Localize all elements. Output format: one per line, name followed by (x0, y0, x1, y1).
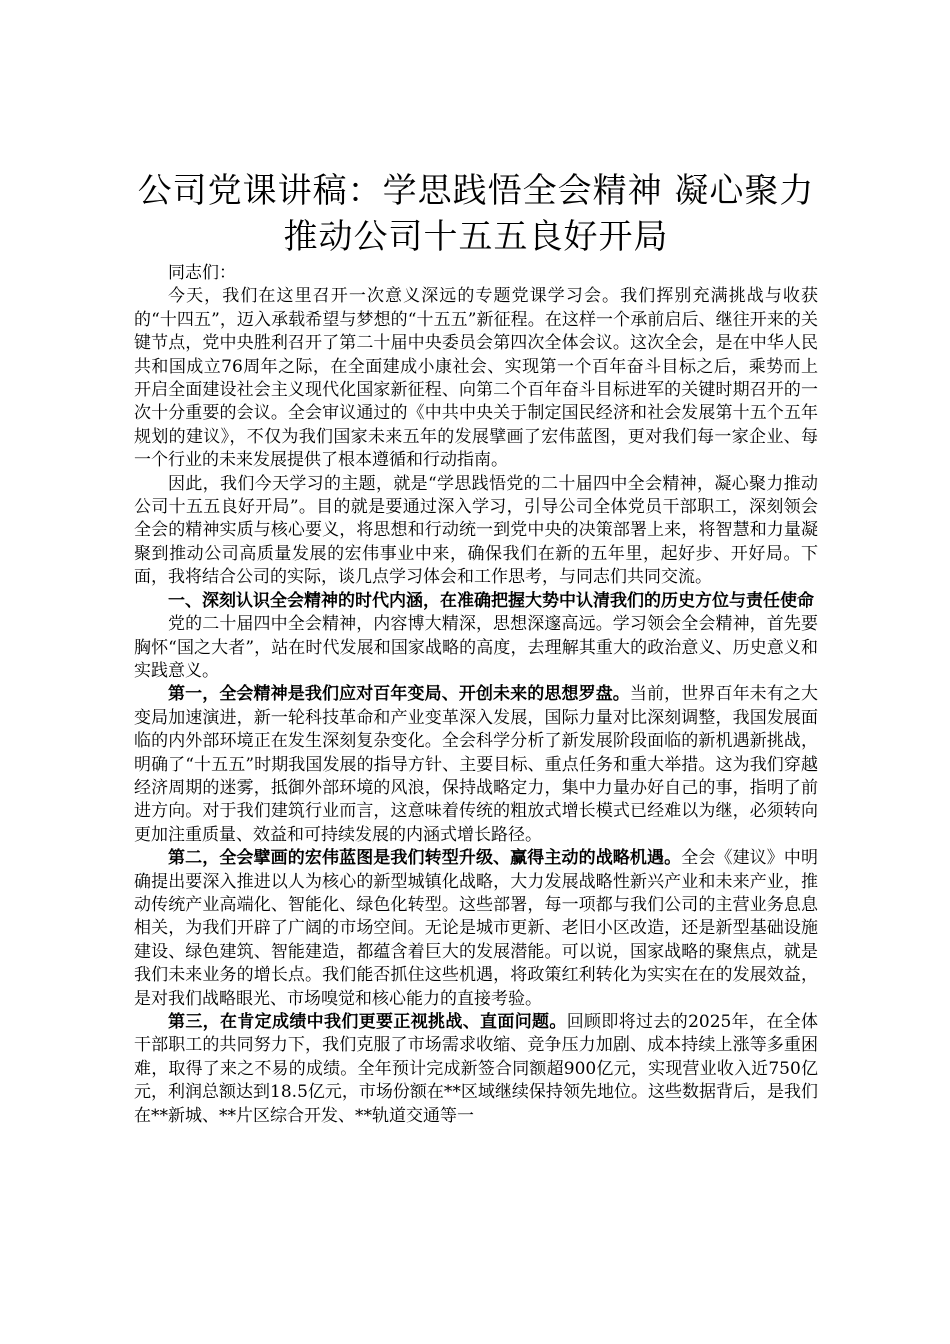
body-paragraph-1: 今天，我们在这里召开一次意义深远的专题党课学习会。我们挥别充满挑战与收获的“十四五”，迈入承载希望与梦想的“十五五”新征程。在这样一个承前启后、继往开来的关键节点，党中央胜利召开了第二十届中央委员会第四次全体会议。这次全会，是在中华人民共和国成立76周年之际，在全面建成小康社会、实现第一个百年奋斗目标之后，乘势而上开启全面建设社会主义现代化国家新征程、向第二个百年奋斗目标进军的关键时期召开的一次十分重要的会议。全会审议通过的《中共中央关于制定国民经济和社会发展第十五个五年规划的建议》，不仅为我们国家未来五年的发展擘画了宏伟蓝图，更对我们每一家企业、每一个行业的未来发展提供了根本遵循和行动指南。 (134, 286, 818, 471)
point-body-1: 当前，世界百年未有之大变局加速演进，新一轮科技革命和产业变革深入发展，国际力量对比深刻调整，我国发展面临的内外部环境正在发生深刻复杂变化。全会科学分析了新发展阶段面临的新机遇新挑战，明确了“十五五”时期我国发展的指导方针、主要目标、重点任务和重大举措。这为我们穿越经济周期的迷雾，抵御外部环境的风浪，保持战略定力，集中力量办好自己的事，指明了前进方向。对于我们建筑行业而言，这意味着传统的粗放式增长模式已经难以为继，必须转向更加注重质量、效益和可持续发展的内涵式增长路径。 (134, 684, 819, 845)
title-line-2: 推动公司十五五良好开局 (283, 217, 669, 257)
document-title (134, 168, 818, 262)
point-lead-1: 第一，全会精神是我们应对百年变局、开创未来的思想罗盘。 (168, 684, 630, 705)
salutation: 同志们： (168, 263, 236, 283)
body-paragraph-3: 党的二十届四中全会精神，内容博大精深，思想深邃高远。学习领会全会精神，首先要胸怀“国之大者”，站在时代发展和国家战略的高度，去理解其重大的政治意义、历史意义和实践意义。 (134, 614, 818, 681)
point-lead-3: 第三，在肯定成绩中我们更要正视挑战、直面问题。 (168, 1012, 567, 1032)
point-lead-2: 第二，全会擘画的宏伟蓝图是我们转型升级、赢得主动的战略机遇。 (168, 848, 682, 869)
body-paragraph-4 (134, 683, 818, 847)
body-paragraph-6 (134, 1011, 818, 1128)
title-line-1: 公司党课讲稿：学思践悟全会精神 凝心聚力 (137, 171, 815, 211)
section-heading-1: 一、深刻认识全会精神的时代内涵，在准确把握大势中认清我们的历史方位与责任使命 (168, 590, 814, 611)
point-body-3: 回顾即将过去的2025年，在全体干部职工的共同努力下，我们克服了市场需求收缩、竞争压力加剧、成本持续上涨等多重困难，取得了来之不易的成绩。全年预计完成新签合同额超900亿元，实现营业收入近750亿元，利润总额达到18.5亿元，市场份额在**区域继续保持领先地位。这些数据背后，是我们在**新城、**片区综合开发、**轨道交通等一 (134, 1012, 819, 1126)
body-paragraph-2: 因此，我们今天学习的主题，就是“学思践悟党的二十届四中全会精神，凝心聚力推动公司十五五良好开局”。目的就是要通过深入学习，引导公司全体党员干部职工，深刻领会全会的精神实质与核心要义，将思想和行动统一到党中央的决策部署上来，将智慧和力量凝聚到推动公司高质量发展的宏伟事业中来，确保我们在新的五年里，起好步、开好局。下面，我将结合公司的实际，谈几点学习体会和工作思考，与同志们共同交流。 (134, 473, 818, 588)
document-page (134, 168, 818, 1128)
point-body-2: 全会《建议》中明确提出要深入推进以人为核心的新型城镇化战略，大力发展战略性新兴产业和未来产业，推动传统产业高端化、智能化、绿色化转型。这些部署，每一项都与我们公司的主营业务息息相关，为我们开辟了广阔的市场空间。无论是城市更新、老旧小区改造，还是新型基础设施建设、绿色建筑、智能建造，都蕴含着巨大的发展潜能。可以说，国家战略的聚焦点，就是我们未来业务的增长点。我们能否抓住这些机遇，将政策红利转化为实实在在的发展效益，是对我们战略眼光、市场嗅觉和核心能力的直接考验。 (134, 848, 819, 1009)
body-paragraph-5 (134, 847, 818, 1011)
